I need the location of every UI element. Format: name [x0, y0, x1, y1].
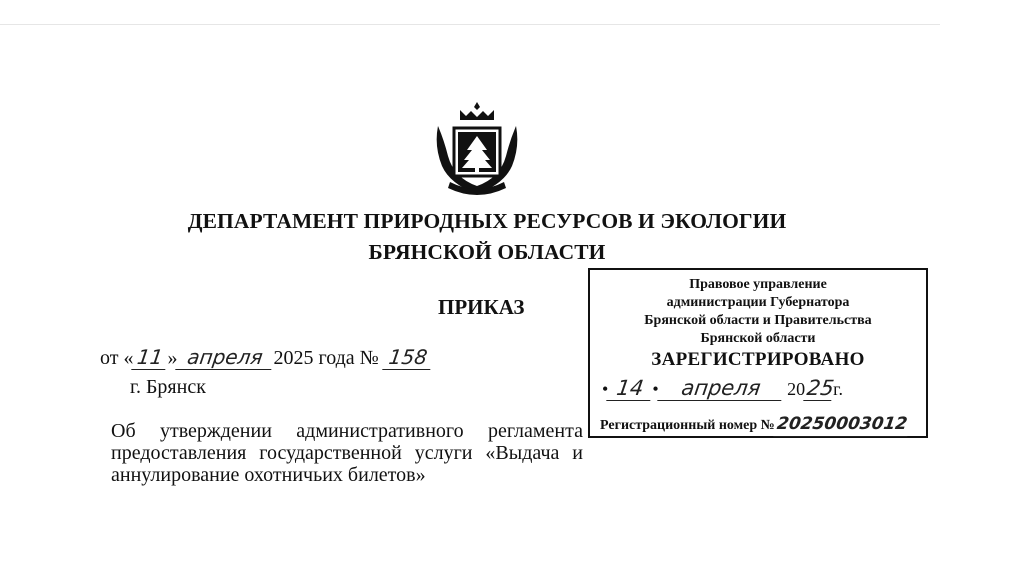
stamp-registered-label: ЗАРЕГИСТРИРОВАНО [651, 349, 865, 370]
order-quote-close: » [167, 347, 178, 369]
department-title [150, 206, 824, 268]
stamp-date-line: • 14 • апреля 2025г. [602, 376, 843, 400]
stamp-reg-label: Регистрационный номер № [600, 418, 775, 433]
order-date-prefix: от « [100, 347, 134, 369]
stamp-line-3: Брянской области и Правительства [644, 313, 872, 328]
stamp-year-prefix: 20 [787, 379, 806, 399]
page-top-edge [0, 24, 940, 25]
department-title-line1: ДЕПАРТАМЕНТ ПРИРОДНЫХ РЕСУРСОВ И ЭКОЛОГИИ [187, 209, 787, 233]
order-date-line [100, 345, 432, 370]
stamp-day: 14 [607, 376, 655, 401]
stamp-reg-number: 20250003012 [773, 412, 911, 437]
stamp-line-1: Правовое управление [689, 277, 827, 292]
stamp-registration-number-line [600, 412, 909, 437]
registration-stamp [588, 268, 928, 438]
stamp-line-4: Брянской области [700, 331, 816, 346]
order-day: 11 [132, 345, 170, 370]
order-year-text: 2025 года № [273, 347, 379, 369]
order-number: 158 [382, 345, 434, 370]
order-month: апреля [176, 345, 276, 370]
stamp-year-end: г. [833, 379, 843, 399]
stamp-month: апреля [657, 376, 785, 401]
stamp-line-2: администрации Губернатора [666, 295, 850, 310]
document-type: ПРИКАЗ [438, 295, 525, 319]
order-subject: Об утверждении административного регламента предоставления государственной услуги «Выдача и аннулирование охотничьих билетов» [111, 420, 583, 486]
stamp-year-suffix: 25 [803, 376, 835, 401]
order-city: г. Брянск [130, 376, 206, 398]
department-title-line2: БРЯНСКОЙ ОБЛАСТИ [368, 240, 606, 264]
coat-of-arms-emblem [432, 100, 522, 196]
